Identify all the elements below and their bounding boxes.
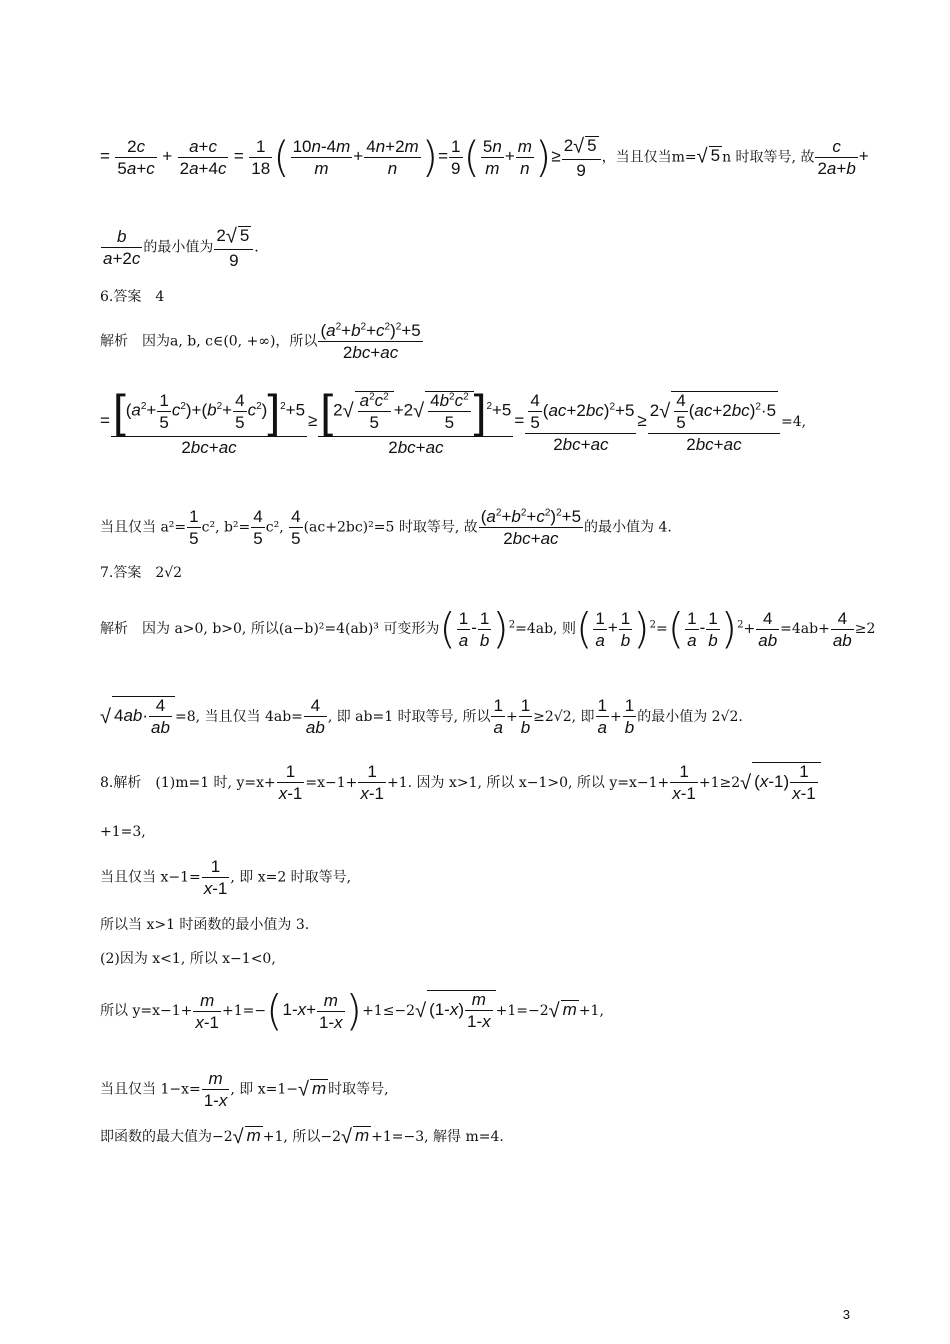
- q7-line-2: √ 4ab· $\frac{4}{ab}$ =8, 当且仅当 4ab= $\frac{4}{ab}$ , 即 ab=1 时取等号, 所以 $\frac{1}{a}$ + $\frac{1}{b}$ ≥2√2, 即 $\frac{1}{a}$ + $\frac{1}{b}$ 的最小值为 2√2.: [100, 696, 743, 738]
- q7-intro-line: 解析 因为 a>0, b>0, 所以(a−b)²=4(ab)³ 可变形为( $\frac{1}{a}$ - $\frac{1}{b}$ )$^2$=4ab, 则( $\frac{1}{a}$ + $\frac{1}{b}$ )$^2$=( $\frac{1}{a}$ - $\frac{1}{b}$ )$^2$+ $\frac{4}{ab}$ =4ab+ $\frac{4}{ab}$ ≥2: [100, 604, 876, 653]
- q8-when: 当且仅当 x−1= $\frac{1}{x-1}$ , 即 x=2 时取等号,: [100, 857, 352, 898]
- l1-tail2: n 时取等号, 故: [722, 149, 815, 166]
- q7-heading: 7.答案 2√2: [100, 565, 183, 581]
- line-2: $\frac{b}{a+2c}$ 的最小值为 $\frac{2√ 5}{9}$ .: [103, 225, 259, 270]
- q8-final: 即函数的最大值为−2√ m +1, 所以−2√ m +1=−3, 解得 m=4.: [100, 1126, 504, 1148]
- q8-result: +1=3,: [100, 824, 146, 840]
- q6-intro-line: 解析 因为a, b, c∈(0, +∞)，所以 $\frac{(a^2+b^2+c^2)^2+5}{2bc+ac}$: [100, 321, 421, 362]
- q8-min: 所以当 x>1 时函数的最小值为 3.: [100, 917, 310, 933]
- l2-text: 的最小值为: [143, 239, 214, 256]
- q6-intro: 解析 因为a, b, c∈(0, +∞)，所以: [100, 333, 318, 350]
- l1-tail: ，当且仅当m=: [601, 149, 697, 166]
- q8-line-1: 8.解析 (1)m=1 时, y=x+ $\frac{1}{x-1}$ =x−1+ $\frac{1}{x-1}$ +1. 因为 x>1, 所以 x−1>0, 所以 y=x−1+ $\frac{1}{x-1}$ +1≥2√ (x-1) $\frac{1}{x-1}$: [100, 762, 821, 802]
- q6-eq4: =4,: [781, 414, 807, 430]
- q8-part2-line: 所以 y=x−1+ $\frac{m}{x-1}$ +1=−(1-x+ $\frac{m}{1-x}$ )+1≤−2√ (1-x) $\frac{m}{1-x}$ +1=−2√ m +1,: [100, 986, 604, 1035]
- q6-heading: 6.答案 4: [100, 289, 165, 305]
- q6-condition: 当且仅当 a²= $\frac{1}{5}$ c², b²= $\frac{4}{5}$ c², $\frac{4}{5}$ (ac+2bc)²=5 时取等号, 故 $\frac{(a^2+b^2+c^2)^2+5}{2bc+ac}$ 的最小值为 4.: [100, 507, 672, 548]
- q6-inequality: = [($a^2+$ $\frac{1}{5}$ $c^2)+(b^2+$ $\frac{4}{5}$ $c^2)]^2+5$ 2bc+ac ≥ [2√ $\frac{a^2c^2}{5}$ +2√ $\frac{4b^2c^2}{5}$ ]$^2$+5 2bc+ac = $\frac{4}{5}$ $(ac+2bc)^2+5$ 2bc+ac ≥ 2√ $\frac{4}{5}$ $(ac+2bc)^2\cdot 5$ 2bc+ac =4,: [100, 385, 807, 457]
- page-number: 3: [842, 1307, 850, 1322]
- line-1: = $\frac{2c}{5a+c}$ + $\frac{a+c}{2a+4c}$ = $\frac{1}{18}$ ( $\frac{10n-4m}{m}$ + $\frac{4n+2m}{n}$ )= $\frac{1}{9}$ ( $\frac{5n}{m}$ + $\frac{m}{n}$ )≥ $\frac{2√ 5}{9}$ ，当且仅当m=√ 5 n 时取等号, 故 $\frac{c}{2a+b}$ +: [100, 132, 869, 182]
- q8-part2: (2)因为 x<1, 所以 x−1<0,: [100, 951, 276, 967]
- q8-when-2: 当且仅当 1−x= $\frac{m}{1-x}$ , 即 x=1−√ m 时取等号,: [100, 1069, 389, 1110]
